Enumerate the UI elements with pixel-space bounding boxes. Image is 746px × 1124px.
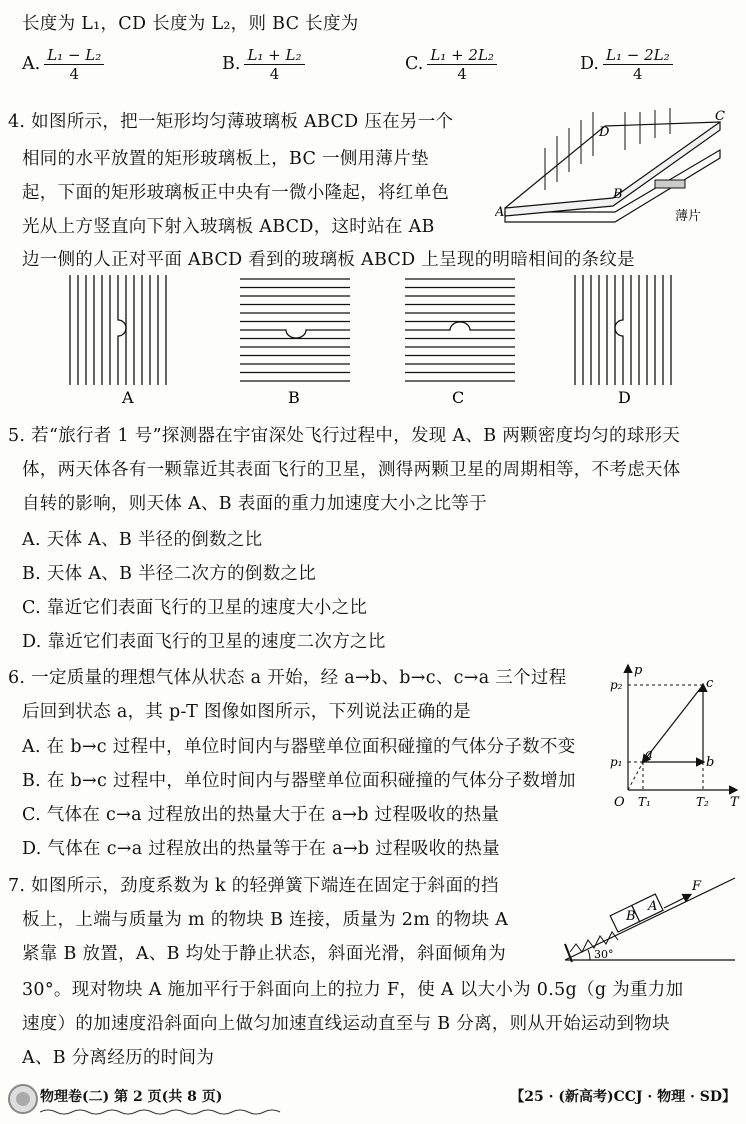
q6-point-b: b [706,755,715,770]
q5-option-c: C. 靠近它们表面飞行的卫星的速度大小之比 [22,598,368,618]
q4-line-2: 相同的水平放置的矩形玻璃板上，BC 一侧用薄片垫 [22,149,429,169]
fringe-bump [118,275,126,385]
q4-line-1: 4. 如图所示，把一矩形均匀薄玻璃板 ABCD 压在另一个 [8,112,454,132]
q4-label-b: B [613,187,623,202]
fringe-label-b: B [288,388,300,407]
q7-label-a: A [648,899,658,914]
q6-line-2: 后回到状态 a，其 p-T 图像如图所示，下列说法正确的是 [22,702,471,722]
fringe-label-a: A [122,388,134,407]
q4-label-a: A [495,205,505,220]
q3-option-fraction [603,46,673,83]
fringe-label-d: D [618,388,631,407]
fraction-denominator: 4 [633,65,643,83]
q6-label-o: O [614,795,625,810]
q3-option-fraction [244,46,304,83]
q6-axis-p: p [634,663,643,678]
footer-left: 物理卷(二) 第 2 页(共 8 页) [40,1089,223,1105]
q4-glass-plate-figure [495,108,740,233]
q4-label-c: C [715,109,725,124]
fringe-option-c [405,279,515,381]
q7-line-6: A、B 分离经历的时间为 [22,1048,215,1068]
q4-label-d: D [599,125,610,140]
q4-line-3: 起，下面的矩形玻璃板正中央有一微小隆起，将红单色 [22,183,450,203]
q7-line-1: 7. 如图所示，劲度系数为 k 的轻弹簧下端连在固定于斜面的挡 [8,876,499,896]
q3-option-d [580,46,673,83]
q3-option-label: A. [22,54,41,74]
q5-line-3: 自转的影响，则天体 A、B 表面的重力加速度大小之比等于 [22,494,488,514]
fringe-option-a [70,275,166,385]
q6-label-t2: T₂ [696,795,709,809]
q6-label-t1: T₁ [638,795,651,809]
q6-axis-t: T [730,795,739,810]
fraction-numerator: L₁ − L₂ [44,46,104,65]
fraction-denominator: 4 [457,65,467,83]
q4-label-shim: 薄片 [675,209,702,224]
q5-option-d: D. 靠近它们表面飞行的卫星的速度二次方之比 [22,632,386,652]
q4-fringe-choices [60,275,700,410]
q3-option-b [222,46,305,83]
q4-line-4: 光从上方竖直向下射入玻璃板 ABCD，这时站在 AB [22,217,435,237]
q5-option-b: B. 天体 A、B 半径二次方的倒数之比 [22,564,317,584]
q7-line-4: 30°。现对物块 A 施加平行于斜面向上的拉力 F，使 A 以大小为 0.5g（g 为重力加 [22,980,684,1000]
q7-label-angle: 30° [594,948,614,961]
page-footer [0,1080,746,1124]
q3-option-label: C. [405,54,424,74]
q6-label-p2: p₂ [610,678,623,692]
q6-option-b: B. 在 b→c 过程中，单位时间内与器壁单位面积碰撞的气体分子数增加 [22,771,576,791]
q7-line-2: 板上，上端与质量为 m 的物块 B 连接，质量为 2m 的物块 A [22,910,509,930]
q3-option-fraction [427,46,497,83]
fringe-option-d [575,275,671,385]
q3-option-c [405,46,497,83]
q6-line-1: 6. 一定质量的理想气体从状态 a 开始，经 a→b、b→c、c→a 三个过程 [8,668,567,688]
q7-label-f: F [692,879,702,894]
q5-line-1: 5. 若“旅行者 1 号”探测器在宇宙深处飞行过程中，发现 A、B 两颗密度均匀的球形天 [8,426,681,446]
footer-right: 【25 · (新高考)CCJ · 物理 · SD】 [510,1089,736,1105]
q3-option-label: B. [222,54,241,74]
q3-option-a [22,46,104,83]
q5-line-2: 体，两天体各有一颗靠近其表面飞行的卫星，测得两颗卫星的周期相等，不考虑天体 [22,460,681,480]
q4-line-5: 边一侧的人正对平面 ABCD 看到的玻璃板 ABCD 上呈现的明暗相间的条纹是 [22,250,635,270]
footer-logo-icon [6,1082,40,1116]
q6-option-a: A. 在 b→c 过程中，单位时间内与器壁单位面积碰撞的气体分子数不变 [22,737,576,757]
q7-line-5: 速度）的加速度沿斜面向上做匀加速直线运动直至与 B 分离，则从开始运动到物块 [22,1014,670,1034]
q3-stem-tail: 长度为 L₁，CD 长度为 L₂，则 BC 长度为 [22,14,359,34]
fraction-numerator: L₁ + 2L₂ [427,46,497,65]
q6-option-d: D. 气体在 c→a 过程放出的热量等于在 a→b 过程吸收的热量 [22,839,500,859]
fringe-bump [405,322,515,330]
fraction-denominator: 4 [269,65,280,83]
fringe-label-c: C [452,388,465,407]
q7-incline-figure [560,868,740,968]
fraction-numerator: L₁ + L₂ [244,46,304,65]
fraction-denominator: 4 [69,65,79,83]
q6-label-p1: p₁ [610,755,623,769]
q6-pt-graph [608,660,743,810]
q7-label-b: B [626,909,636,924]
q3-option-fraction [44,46,104,83]
footer-wave-icon [40,1108,285,1116]
q6-point-a: a [645,747,653,762]
fringe-bump [240,330,350,338]
q3-option-label: D. [580,54,599,74]
q5-option-a: A. 天体 A、B 半径的倒数之比 [22,530,263,550]
q6-point-c: c [706,676,714,691]
q6-option-c: C. 气体在 c→a 过程放出的热量大于在 a→b 过程吸收的热量 [22,805,500,825]
q7-line-3: 紧靠 B 放置，A、B 均处于静止状态，斜面光滑，斜面倾角为 [22,944,507,964]
fringe-option-b [240,279,350,381]
fraction-numerator: L₁ − 2L₂ [603,46,673,65]
fringe-bump [615,275,623,385]
